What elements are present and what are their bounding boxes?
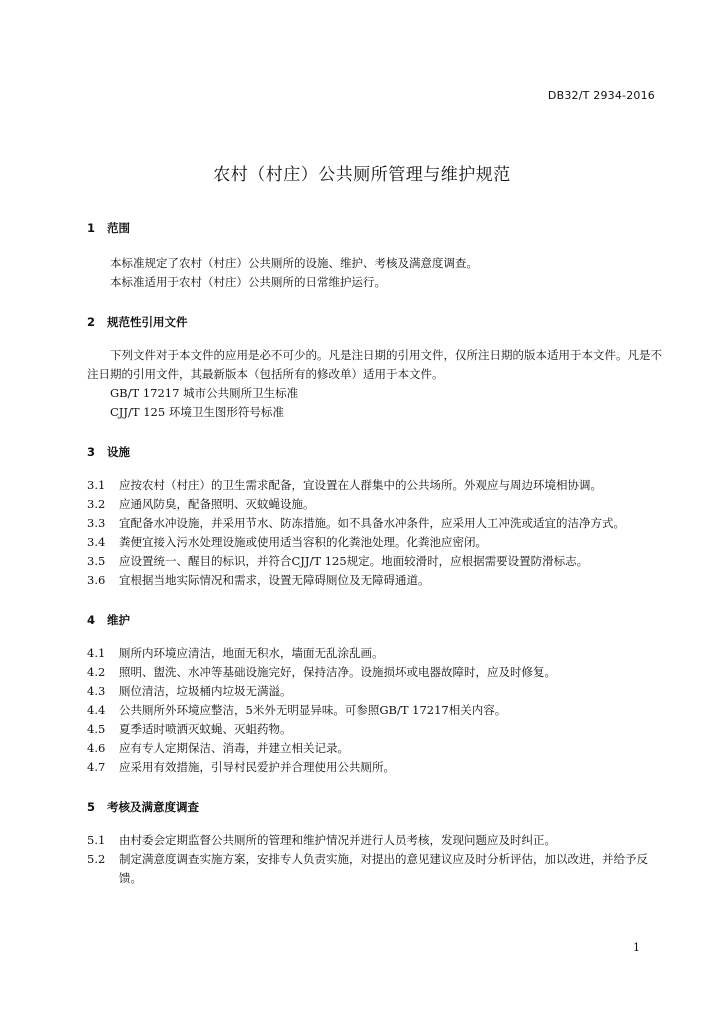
clause-number: 3.2: [87, 497, 106, 511]
clause-text: 照明、盥洗、水冲等基础设施完好，保持洁净。设施损坏或电器故障时，应及时修复。: [119, 665, 556, 679]
clause-item: [87, 758, 662, 777]
clause-item: [87, 663, 662, 682]
clause-number: 3.4: [87, 535, 106, 549]
clause-number: 4.6: [87, 741, 106, 755]
clause-text: 夏季适时喷洒灭蚊蝇、灭蛆药物。: [119, 722, 292, 736]
page-number: 1: [633, 941, 640, 954]
section-heading-maintenance: [87, 611, 662, 630]
clause-number: 5.1: [87, 833, 106, 847]
clause-text: 由村委会定期监督公共厕所的管理和维护情况并进行人员考核，发现问题应及时纠正。: [119, 833, 556, 847]
section-title: 规范性引用文件: [107, 315, 188, 329]
clause-number: 4.2: [87, 665, 106, 679]
reference-item: GB/T 17217 城市公共厕所卫生标准: [110, 386, 299, 400]
paragraph: 下列文件对于本文件的应用是必不可少的。凡是注日期的引用文件，仅所注日期的版本适用于本文件。凡是不注日期的引用文件，其最新版本（包括所有的修改单）适用于本文件。: [87, 348, 662, 381]
section-heading-facilities: [87, 443, 662, 462]
clause-number: 4.1: [87, 646, 106, 660]
clause-item: [87, 850, 662, 888]
clause-text: 制定满意度调查实施方案，安排专人负责实施，对提出的意见建议应及时分析评估，加以改进，并给予反馈。: [119, 852, 648, 885]
document-body: [87, 219, 662, 888]
section-heading-assessment: [87, 798, 662, 817]
section-number: 3: [87, 445, 96, 459]
section-title: 维护: [107, 613, 131, 627]
clause-item: [87, 476, 662, 495]
clause-item: [87, 739, 662, 758]
clause-item: [87, 533, 662, 552]
clause-number: 3.1: [87, 478, 106, 492]
clause-text: 应有专人定期保洁、消毒，并建立相关记录。: [119, 741, 349, 755]
clause-item: [87, 682, 662, 701]
standard-code: DB32/T 2934-2016: [547, 89, 655, 102]
clause-text: 厕位清洁，垃圾桶内垃圾无满溢。: [119, 684, 292, 698]
clause-number: 4.7: [87, 760, 106, 774]
clause-item: [87, 514, 662, 533]
section-number: 4: [87, 613, 96, 627]
clause-item: [87, 644, 662, 663]
section-title: 考核及满意度调查: [107, 800, 200, 814]
document-title: 农村（村庄）公共厕所管理与维护规范: [213, 165, 511, 185]
section-title: 设施: [107, 445, 131, 459]
clause-number: 5.2: [87, 852, 106, 866]
clause-number: 3.6: [87, 573, 106, 587]
clause-item: [87, 720, 662, 739]
section-number: 5: [87, 800, 96, 814]
clause-number: 4.3: [87, 684, 106, 698]
clause-text: 厕所内环境应清洁，地面无积水，墙面无乱涂乱画。: [119, 646, 384, 660]
clause-item: [87, 701, 662, 720]
reference-item: CJJ/T 125 环境卫生图形符号标准: [110, 405, 284, 419]
clause-text: 应按农村（村庄）的卫生需求配备，宜设置在人群集中的公共场所。外观应与周边环境相协调。: [119, 478, 602, 492]
clause-item: [87, 552, 662, 571]
section-heading-scope: [87, 219, 662, 238]
section-number: 2: [87, 315, 96, 329]
clause-text: 应通风防臭，配备照明、灭蚊蝇设施。: [119, 497, 315, 511]
paragraph: 本标准规定了农村（村庄）公共厕所的设施、维护、考核及满意度调查。: [110, 256, 478, 270]
clause-text: 应采用有效措施，引导村民爱护并合理使用公共厕所。: [119, 760, 395, 774]
section-number: 1: [87, 221, 96, 235]
paragraph: 本标准适用于农村（村庄）公共厕所的日常维护运行。: [110, 275, 386, 289]
clause-text: 宜根据当地实际情况和需求，设置无障碍厕位及无障碍通道。: [119, 573, 430, 587]
clause-text: 宜配备水冲设施，并采用节水、防冻措施。如不具备水冲条件，应采用人工冲洗或适宜的洁净方式。: [119, 516, 625, 530]
section-heading-normative-references: [87, 313, 662, 332]
clause-item: [87, 571, 662, 590]
clause-item: [87, 831, 662, 850]
clause-number: 4.4: [87, 703, 106, 717]
clause-text: 公共厕所外环境应整洁，5米外无明显异味。可参照GB/T 17217相关内容。: [119, 703, 507, 717]
clause-number: 4.5: [87, 722, 106, 736]
clause-text: 应设置统一、醒目的标识，并符合CJJ/T 125规定。地面较滑时，应根据需要设置防滑标志。: [119, 554, 589, 568]
clause-number: 3.3: [87, 516, 106, 530]
section-title: 范围: [107, 221, 131, 235]
clause-number: 3.5: [87, 554, 106, 568]
clause-text: 粪便宜接入污水处理设施或使用适当容积的化粪池处理。化粪池应密闭。: [119, 535, 487, 549]
clause-item: [87, 495, 662, 514]
